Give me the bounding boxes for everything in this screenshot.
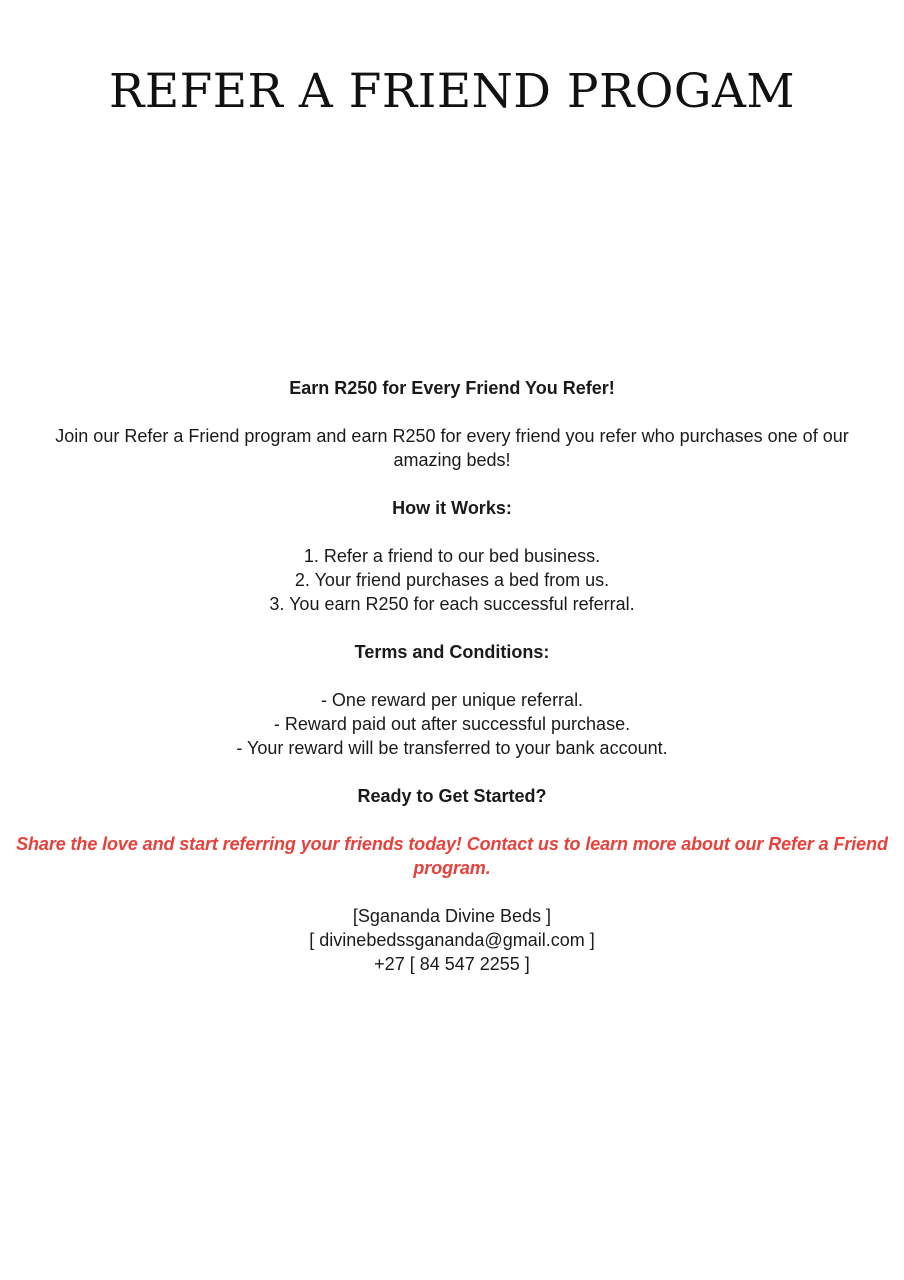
how-it-works-heading: How it Works: [392,498,512,518]
contact-business: [Sgananda Divine Beds ] [352,906,552,926]
headline: Earn R250 for Every Friend You Refer! [289,378,615,398]
contact-phone: +27 [ 84 547 2255 ] [374,954,530,974]
step-item: 3. You earn R250 for each successful referral. [269,594,635,614]
step-item: 2. Your friend purchases a bed from us. [294,570,610,590]
contact-email: [ divinebedssgananda@gmail.com ] [309,930,595,950]
page-title: REFER A FRIEND PROGAM [108,64,796,119]
intro-text: Join our Refer a Friend program and earn R250 for every friend you refer who purchases one of our amazing beds! [55,426,849,470]
terms-item: - Reward paid out after successful purchase. [273,714,631,734]
terms-item: - One reward per unique referral. [320,690,584,710]
flyer-body [0,376,904,976]
step-item: 1. Refer a friend to our bed business. [303,546,601,566]
terms-heading: Terms and Conditions: [354,642,550,662]
ready-heading: Ready to Get Started? [357,786,547,806]
call-to-action: Share the love and start referring your friends today! Contact us to learn more about our Refer a Friend program. [16,834,888,878]
terms-item: - Your reward will be transferred to your bank account. [236,738,668,758]
